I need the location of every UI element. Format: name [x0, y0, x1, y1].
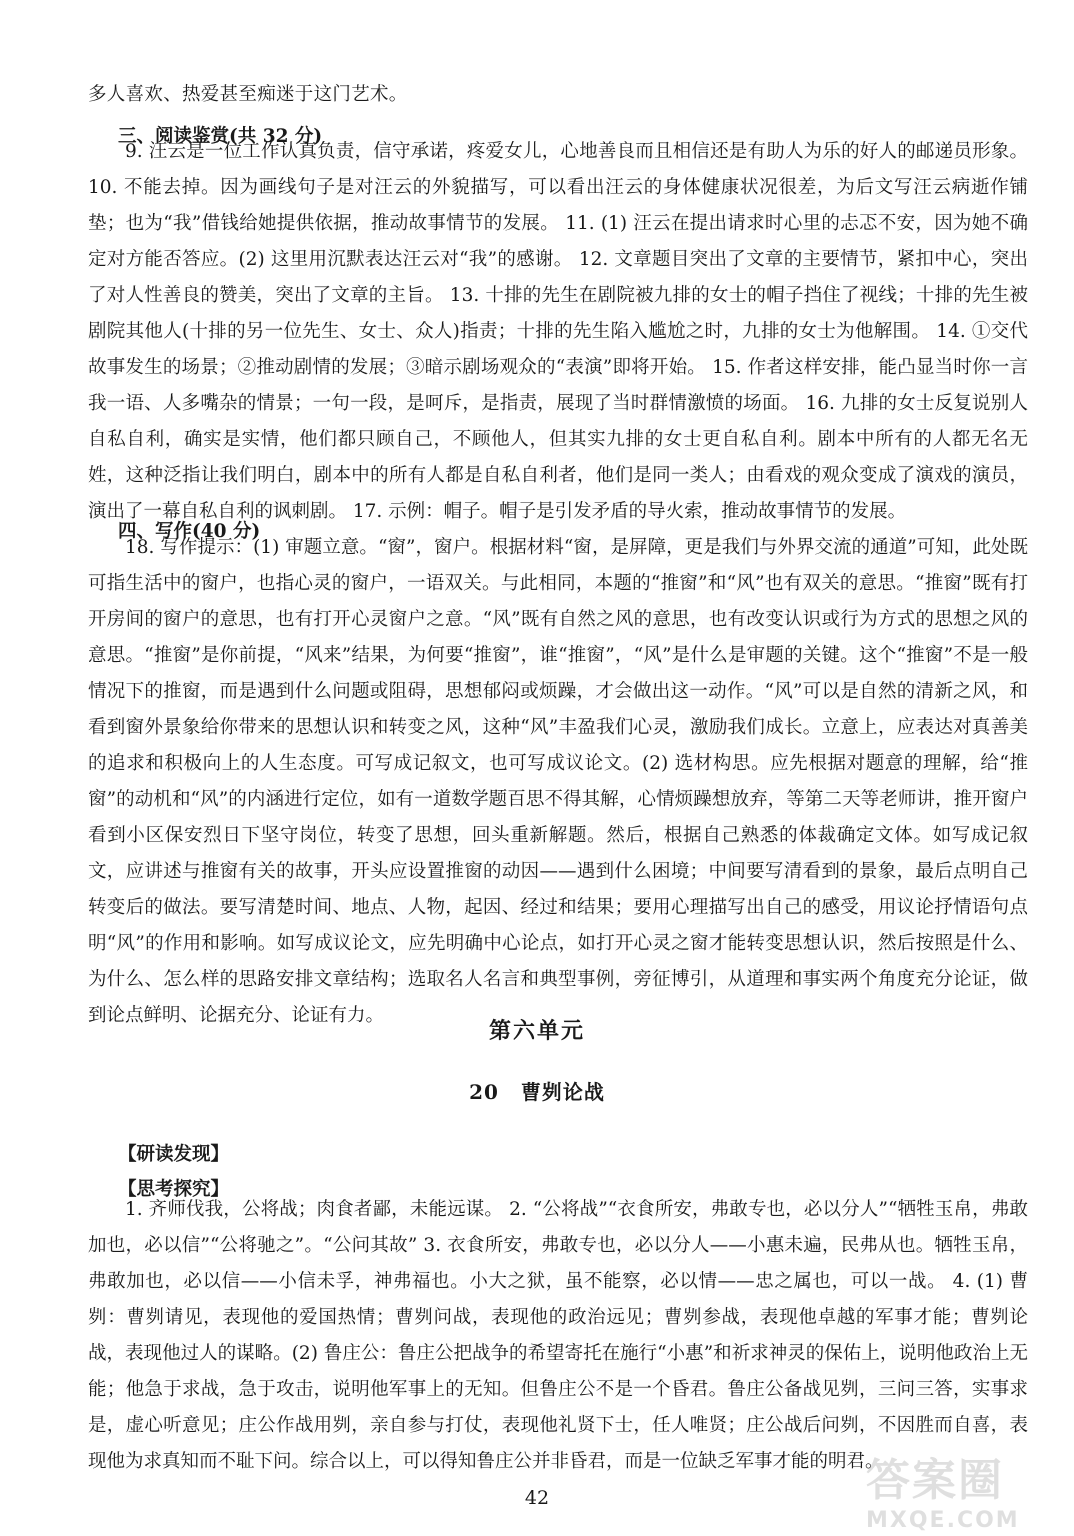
page-number: 42 — [524, 1487, 550, 1509]
study-heading-discovery: 【研读发现】 — [118, 1144, 230, 1165]
section-heading-reading: 三、阅读鉴赏(共 32 分) — [118, 126, 323, 147]
watermark-url-text: MXQE.COM — [866, 1508, 1020, 1533]
lesson-name: 曹刿论战 — [520, 1080, 605, 1104]
section-heading-writing: 四、写作(40 分) — [118, 521, 261, 542]
lesson-answers-paragraph: 1. 齐师伐我，公将战；肉食者鄙，未能远谋。 2. “公将战”“衣食所安，弗敢专也，必以分人”“牺牲玉帛，弗敢加也，必以信”“公将驰之”。“公问其故” 3. 衣食所安，弗敢专也，必以分人——小惠未遍，民弗从也。牺牲玉帛，弗敢加也，必以信——小信未孚，神弗福也。小大之狱，虽不能察，必以情——忠之属也，可以一战。 4. (1) 曹刿：曹刿请见，表现他的爱国热情；曹刿问战，表现他的政治远见；曹刿参战，表现他卓越的军事才能；曹刿论战，表现他过人的谋略。(2) 鲁庄公：鲁庄公把战争的希望寄托在施行“小惠”和祈求神灵的保佑上，说明他政治上无能；他急于求战，急于攻击，说明他军事上的无知。但鲁庄公不是一个昏君。鲁庄公备战见刿，三问三答，实事求是，虚心听意见；庄公作战用刿，亲自参与打仗，表现他礼贤下士，任人唯贤；庄公战后问刿，不因胜而自喜，表现他为求真知而不耻下问。综合以上，可以得知鲁庄公并非昏君，而是一位缺乏军事才能的明君。 — [88, 1199, 1028, 1472]
reading-answers-paragraph: 9. 汪云是一位工作认真负责，信守承诺，疼爱女儿，心地善良而且相信还是有助人为乐的好人的邮递员形象。 10. 不能去掉。因为画线句子是对汪云的外貌描写，可以看出汪云的身体健康状况很差，为后文写汪云病逝作铺垫；也为“我”借钱给她提供依据，推动故事情节的发展。 11. (1) 汪云在提出请求时心里的忐忑不安，因为她不确定对方能否答应。(2) 这里用沉默表达汪云对“我”的感谢。 12. 文章题目突出了文章的主要情节，紧扣中心，突出了对人性善良的赞美，突出了文章的主旨。 13. 十排的先生在剧院被九排的女士的帽子挡住了视线；十排的先生被剧院其他人(十排的另一位先生、女士、众人)指责；十排的先生陷入尴尬之时，九排的女士为他解围。 14. ①交代故事发生的场景；②推动剧情的发展；③暗示剧场观众的“表演”即将开始。 15. 作者这样安排，能凸显当时你一言我一语、人多嘴杂的情景；一句一段，是呵斥，是指责，展现了当时群情激愤的场面。 16. 九排的女士反复说别人自私自利，确实是实情，他们都只顾自己，不顾他人，但其实九排的女士更自私自利。剧本中所有的人都无名无姓，这种泛指让我们明白，剧本中的所有人都是自私自利者，他们是同一类人；由看戏的观众变成了演戏的演员，演出了一幕自私自利的讽刺剧。 17. 示例：帽子。帽子是引发矛盾的导火索，推动故事情节的发展。 — [88, 141, 1028, 522]
study-heading-inquiry: 【思考探究】 — [118, 1179, 230, 1200]
lesson-title — [0, 1076, 1074, 1105]
continuation-text: 多人喜欢、热爱甚至痴迷于这门艺术。 — [88, 84, 408, 105]
lesson-number: 20 — [469, 1080, 499, 1104]
watermark-logo — [866, 1444, 1056, 1533]
unit-title: 第六单元 — [488, 1018, 585, 1044]
watermark-logo-text: 答案圈 — [866, 1455, 1004, 1506]
writing-answers-paragraph: 18. 写作提示：(1) 审题立意。“窗”，窗户。根据材料“窗，是屏障，更是我们与外界交流的通道”可知，此处既可指生活中的窗户，也指心灵的窗户，一语双关。与此相同，本题的“推窗”和“风”也有双关的意思。“推窗”既有打开房间的窗户的意思，也有打开心灵窗户之意。“风”既有自然之风的意思，也有改变认识或行为方式的思想之风的意思。“推窗”是你前提，“风来”结果，为何要“推窗”，谁“推窗”，“风”是什么是审题的关键。这个“推窗”不是一般情况下的推窗，而是遇到什么问题或阻碍，思想郁闷或烦躁，才会做出这一动作。“风”可以是自然的清新之风，和看到窗外景象给你带来的思想认识和转变之风，这种“风”丰盈我们心灵，激励我们成长。立意上，应表达对真善美的追求和积极向上的人生态度。可写成记叙文，也可写成议论文。(2) 选材构思。应先根据对题意的理解，给“推窗”的动机和“风”的内涵进行定位，如有一道数学题百思不得其解，心情烦躁想放弃，等第二天等老师讲，推开窗户看到小区保安烈日下坚守岗位，转变了思想，回头重新解题。然后，根据自己熟悉的体裁确定文体。如写成记叙文，应讲述与推窗有关的故事，开头应设置推窗的动因——遇到什么困境；中间要写清看到的景象，最后点明自己转变后的做法。要写清楚时间、地点、人物，起因、经过和结果；要用心理描写出自己的感受，用议论抒情语句点明“风”的作用和影响。如写成议论文，应先明确中心论点，如打开心灵之窗才能转变思想认识，然后按照是什么、为什么、怎么样的思路安排文章结构；选取名人名言和典型事例，旁征博引，从道理和事实两个角度充分论证，做到论点鲜明、论据充分、论证有力。 — [88, 537, 1028, 1026]
